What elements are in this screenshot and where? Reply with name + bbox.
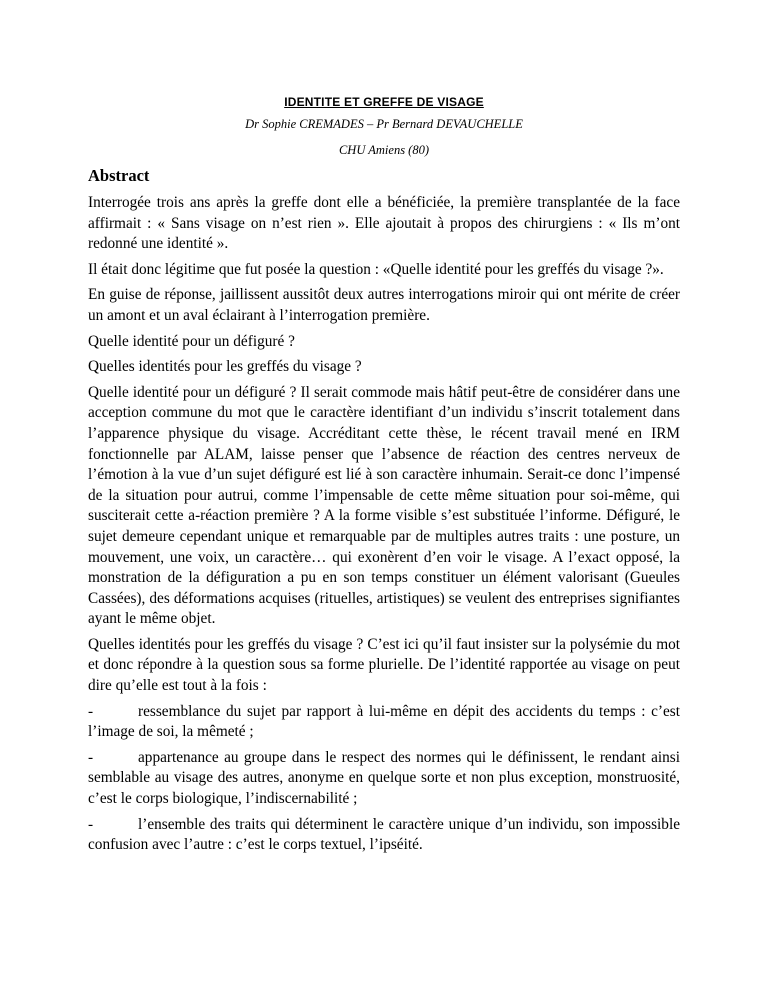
bullet-marker: - bbox=[88, 748, 94, 766]
bullet-item bbox=[88, 815, 680, 856]
document-page bbox=[88, 92, 680, 861]
paragraph: Quelles identités pour les greffés du visage ? C’est ici qu’il faut insister sur la polysémie du mot et donc répondre à la question sous sa forme plurielle. De l’identité rapportée au visage on peut dire qu’elle est tout à la fois : bbox=[88, 635, 680, 695]
bullet-marker: - bbox=[88, 815, 94, 833]
document-affiliation: CHU Amiens (80) bbox=[338, 143, 430, 157]
paragraph: En guise de réponse, jaillissent aussitôt deux autres interrogations miroir qui ont mérite de créer un amont et un aval éclairant à l’interrogation première. bbox=[88, 286, 680, 324]
bullet-text: ressemblance du sujet par rapport à lui-même en dépit des accidents du temps : c’est l’image de soi, la mêmeté ; bbox=[88, 702, 680, 741]
bullet-text: l’ensemble des traits qui déterminent le caractère unique d’un individu, son impossible confusion avec l’autre : c’est le corps textuel, l’ipséité. bbox=[88, 815, 680, 854]
bullet-text: appartenance au groupe dans le respect des normes qui le définissent, le rendant ainsi semblable au visage des autres, anonyme en quelque sorte et non plus exception, monstruosité, c’est le corps biologique, l’indiscernabilité ; bbox=[88, 748, 680, 808]
abstract-heading: Abstract bbox=[88, 166, 150, 185]
document-authors: Dr Sophie CREMADES – Pr Bernard DEVAUCHELLE bbox=[245, 117, 523, 131]
bullet-marker: - bbox=[88, 702, 94, 720]
bullet-item bbox=[88, 748, 680, 810]
paragraph: Interrogée trois ans après la greffe dont elle a bénéficiée, la première transplantée de la face affirmait : « Sans visage on n’est rien ». Elle ajoutait à propos des chirurgiens : « Ils m’ont redonné une identité ». bbox=[88, 194, 680, 253]
document-title: IDENTITE ET GREFFE DE VISAGE bbox=[284, 95, 484, 109]
paragraph: Il était donc légitime que fut posée la question : «Quelle identité pour les greffés du visage ?». bbox=[88, 260, 664, 278]
paragraph: Quelle identité pour un défiguré ? bbox=[88, 332, 295, 350]
bullet-item bbox=[88, 702, 680, 743]
paragraph: Quelle identité pour un défiguré ? Il serait commode mais hâtif peut-être de considérer dans une acception commune du mot que le caractère identifiant d’un individu s’inscrit totalement dans l’apparence physique du visage. Accréditant cette thèse, le récent travail mené en IRM fonctionnelle par ALAM, laisse penser que l’absence de réaction des centres nerveux de l’émotion à la vue d’un sujet défiguré est lié à son caractère inhumain. Serait-ce donc l’impensé de la situation pour autrui, comme l’impensable de cette même situation pour soi-même, qui susciterait cette a-réaction première ? A la forme visible s’est substituée l’informe. Défiguré, le sujet demeure cependant unique et remarquable par de multiples autres traits : une posture, un mouvement, une voix, un caractère… qui exonèrent d’en voir le visage. A l’exact opposé, la monstration de la défiguration a pu en son temps constituer un élément valorisant (Gueules Cassées), des déformations acquises (rituelles, artistiques) se veulent des entreprises signifiantes ayant le même objet. bbox=[88, 383, 680, 628]
paragraph: Quelles identités pour les greffés du visage ? bbox=[88, 358, 362, 376]
